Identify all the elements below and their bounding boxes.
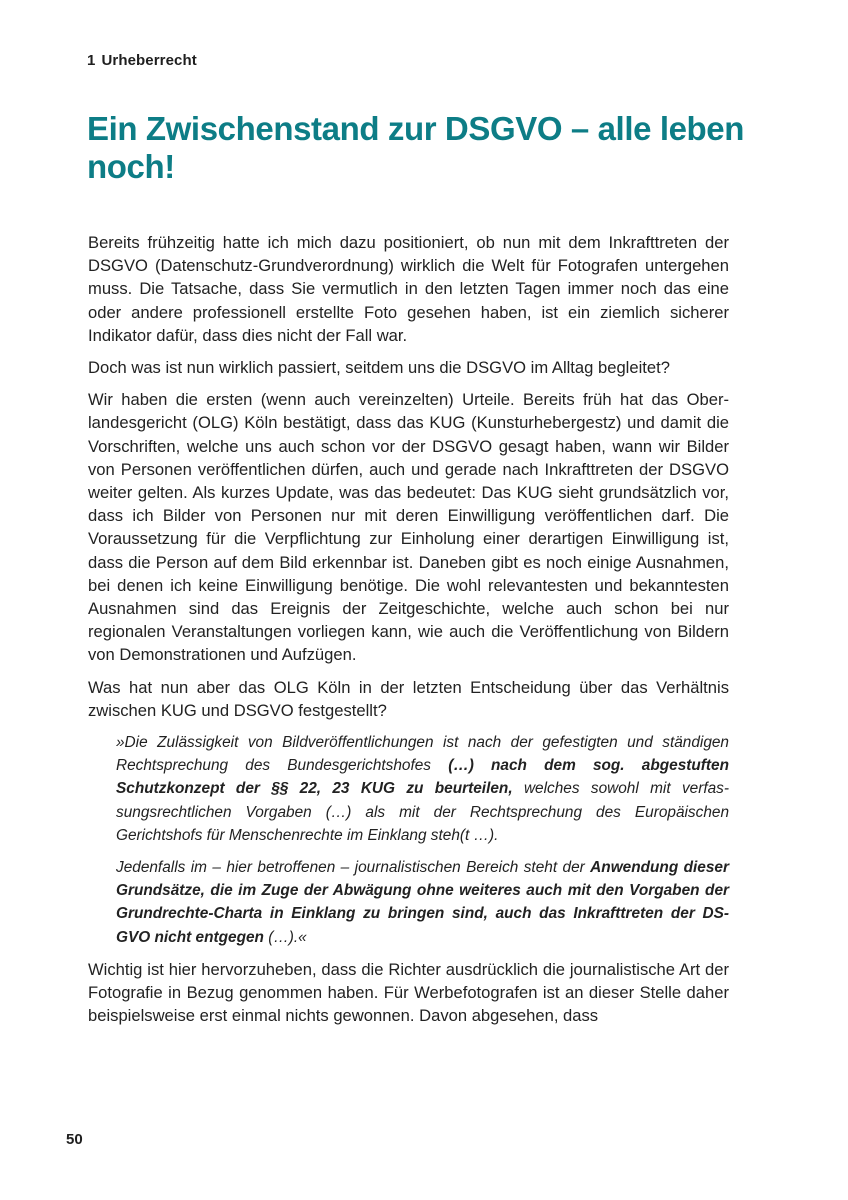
quote-paragraph-1 bbox=[116, 731, 729, 847]
paragraph-question: Doch was ist nun wirklich passiert, seitdem uns die DSGVO im Alltag begleitet? bbox=[88, 358, 670, 378]
article-title: Ein Zwischenstand zur DSGVO – alle leben noch! bbox=[87, 110, 745, 185]
paragraph-rulings: Wir haben die ersten (wenn auch vereinzelten) Urteile. Bereits früh hat das Oberlandesgericht (OLG) Köln bestätigt, dass das KUG (Kunsturhebergestz) und damit die Vorschriften, welche uns auch schon vor der DSGVO gesagt haben, wann wir Bilder von Personen veröffentlichen dürfen, auch und gerade nach Inkrafttreten der DSGVO weiter gelten. Als kurzes Update, was das bedeutet: Das KUG sieht grundsätzlich vor, dass ich Bilder von Personen nur mit deren Einwilligung veröffentlichen darf. Die Voraussetzung für die Verpflichtung zur Einholung einer derartigen Einwilligung ist, dass die Person auf dem Bild erkennbar ist. Daneben gibt es noch einige Ausnahmen, bei denen ich keine Einwilligung benötige. Die wohl relevantesten und bekanntesten Ausnahmen sind das Ereignis der Zeitgeschichte, welche auch schon bei nur regionalen Veranstaltungen vorliegen kann, wie auch die Veröffentlichung von Bildern von Demonstrationen und Aufzügen. bbox=[88, 390, 729, 665]
quote-2-text-c: (…).« bbox=[263, 928, 307, 946]
paragraph-conclusion: Wichtig ist hier hervorzuheben, dass die Richter ausdrücklich die journalistische Art der Fotografie in Bezug genommen haben. Für Werbefotografen ist an dieser Stelle daher beispielsweise erst einmal nichts gewonnen. Davon abgesehen, dass bbox=[88, 959, 729, 1026]
article-body bbox=[88, 231, 729, 1037]
court-quote bbox=[116, 731, 729, 949]
quote-1-emphasis: (…) nach dem sog. abgestuften Schutzkonzept der §§ 22, 23 KUG zu beurteilen, bbox=[116, 757, 729, 798]
quote-1-text-c: welches sowohl mit verfassungsrechtlichen Vorgaben (…) als mit der Rechtsprechung des Europäischen Gerichtshofs für Menschenrechte im Einklang steh(t …). bbox=[116, 780, 730, 844]
quote-2-emphasis: Anwendung dieser Grundsätze, die im Zuge der Abwägung ohne weiteres auch mit den Vorgaben der Grundrechte-Charta in Einklang zu bringen sind, auch das Inkrafttreten der DS-GVO nicht entgegen bbox=[116, 859, 729, 946]
quote-2-text-a: Jedenfalls im – hier betroffenen – journalistischen Bereich steht der bbox=[116, 859, 591, 877]
running-head bbox=[87, 52, 197, 69]
quote-paragraph-2 bbox=[116, 856, 729, 949]
chapter-number: 1 bbox=[87, 52, 96, 69]
chapter-title: Urheberrecht bbox=[101, 52, 197, 69]
page-number: 50 bbox=[66, 1131, 83, 1148]
quote-1-text-a: »Die Zulässigkeit von Bildveröffentlichungen ist nach der gefestigten und ständigen Rechtsprechung des Bundesgerichtshofes bbox=[116, 734, 729, 775]
paragraph-olg-question: Was hat nun aber das OLG Köln in der letzten Entscheidung über das Verhältnis zwischen KUG und DSGVO festgestellt? bbox=[88, 677, 729, 720]
paragraph-intro: Bereits frühzeitig hatte ich mich dazu positioniert, ob nun mit dem Inkrafttreten der DSGVO (Datenschutz-Grundverordnung) wirklich die Welt für Fotografen untergehen muss. Die Tatsache, dass Sie vermutlich in den letzten Tagen immer noch das eine oder andere professionell erstellte Foto gesehen haben, ist ein ziemlich sicherer Indikator dafür, dass dies nicht der Fall war. bbox=[88, 233, 729, 345]
